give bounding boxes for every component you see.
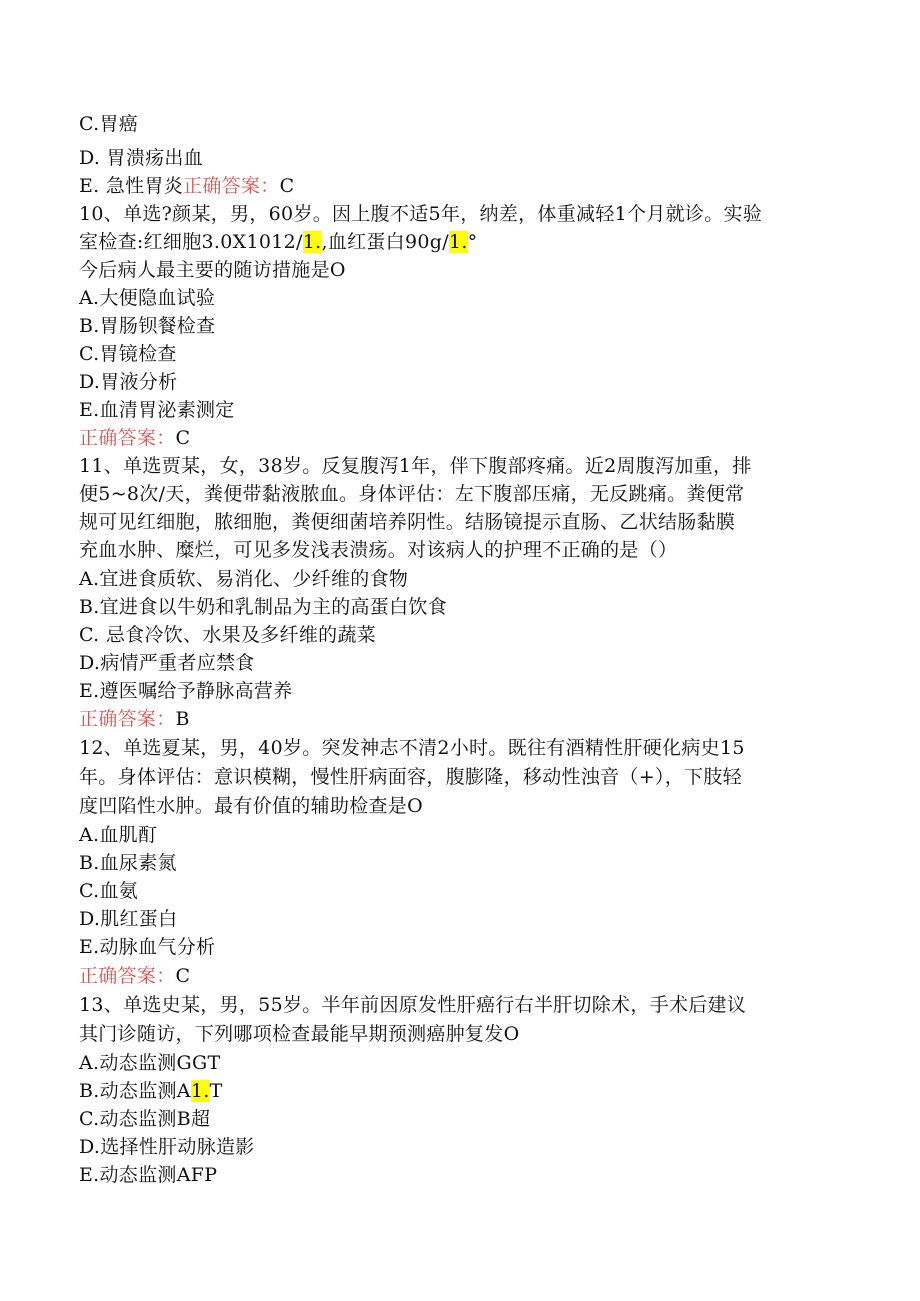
question-13-stem-line: 其门诊随访，下列哪项检查最能早期预测癌肿复发O — [79, 1023, 520, 1045]
option-d: D.肌红蛋白 — [79, 908, 178, 930]
question-12-stem-line: 度凹陷性水肿。最有价值的辅助检查是O — [79, 795, 423, 817]
option-text: T — [209, 1080, 223, 1102]
option-a: A.血肌酊 — [79, 824, 158, 846]
answer-value: C — [175, 427, 191, 449]
option-c: C.动态监测B超 — [79, 1108, 211, 1130]
option-e: E.动脉血气分析 — [79, 936, 216, 958]
highlighted-text: 1. — [190, 1080, 210, 1102]
question-10-stem-line — [79, 229, 477, 255]
question-12-stem-line: 年。身体评估：意识模糊，慢性肝病面容，腹膨隆，移动性浊音（+），下肢轻 — [79, 766, 742, 788]
answer-label: 正确答案： — [79, 965, 176, 987]
stem-text: 室检查:红细胞3.0X1012/ — [79, 231, 303, 253]
highlighted-text: 1. — [448, 231, 468, 253]
stem-text: ,血红蛋白90g/ — [321, 231, 449, 253]
highlighted-text: 1. — [302, 231, 322, 253]
answer-label: 正确答案： — [79, 708, 176, 730]
question-11-stem-line: 充血水肿、糜烂，可见多发浅表溃疡。对该病人的护理不正确的是（） — [79, 539, 678, 561]
option-d: D.胃液分析 — [79, 371, 178, 393]
answer-line — [79, 706, 190, 732]
option-a: A.动态监测GGT — [79, 1052, 221, 1074]
answer-value: C — [175, 965, 191, 987]
option-d: D.病情严重者应禁食 — [79, 652, 255, 674]
option-b — [79, 1078, 223, 1104]
option-d: D. 胃溃疡出血 — [79, 147, 204, 169]
option-c: C.胃癌 — [79, 113, 139, 135]
question-11-stem-line: 11、单选贾某，女，38岁。反复腹泻1年，伴下腹部疼痛。近2周腹泻加重，排 — [79, 455, 752, 477]
answer-value: C — [279, 175, 295, 197]
stem-text: ° — [467, 231, 478, 253]
option-c: C.胃镜检查 — [79, 343, 177, 365]
option-a: A.大便隐血试验 — [79, 287, 216, 309]
option-c: C. 忌食冷饮、水果及多纤维的蔬菜 — [79, 624, 377, 646]
question-13-stem-line: 13、单选史某，男，55岁。半年前因原发性肝癌行右半肝切除术，手术后建议 — [79, 994, 747, 1016]
answer-label: 正确答案： — [183, 175, 280, 197]
option-e: E.遵医嘱给予静脉高营养 — [79, 680, 293, 702]
question-10-stem-line: 今后病人最主要的随访措施是O — [79, 259, 346, 281]
question-11-stem-line: 规可见红细胞，脓细胞，粪便细菌培养阴性。结肠镜提示直肠、乙状结肠黏膜 — [79, 511, 736, 533]
answer-line — [79, 963, 190, 989]
option-b: B.血尿素氮 — [79, 852, 177, 874]
option-d: D.选择性肝动脉造影 — [79, 1136, 255, 1158]
question-11-stem-line: 便5~8次/天，粪便带黏液脓血。身体评估：左下腹部压痛，无反跳痛。粪便常 — [79, 483, 745, 505]
option-e-line — [79, 173, 294, 199]
option-b: B.宜进食以牛奶和乳制品为主的高蛋白饮食 — [79, 596, 448, 618]
option-e: E.动态监测AFP — [79, 1164, 218, 1186]
option-b: B.胃肠钡餐检查 — [79, 315, 216, 337]
option-e: E. 急性胃炎 — [79, 175, 184, 197]
option-c: C.血氨 — [79, 880, 139, 902]
option-e: E.血清胃泌素测定 — [79, 399, 235, 421]
answer-value: B — [175, 708, 190, 730]
question-12-stem-line: 12、单选夏某，男，40岁。突发神志不清2小时。既往有酒精性肝硬化病史15 — [79, 737, 745, 759]
answer-line — [79, 425, 190, 451]
option-text: B.动态监测A — [79, 1080, 191, 1102]
answer-label: 正确答案： — [79, 427, 176, 449]
question-10-stem-line: 10、单选?颜某，男，60岁。因上腹不适5年，纳差，体重减轻1个月就诊。实验 — [79, 203, 763, 225]
option-a: A.宜进食质软、易消化、少纤维的食物 — [79, 568, 409, 590]
